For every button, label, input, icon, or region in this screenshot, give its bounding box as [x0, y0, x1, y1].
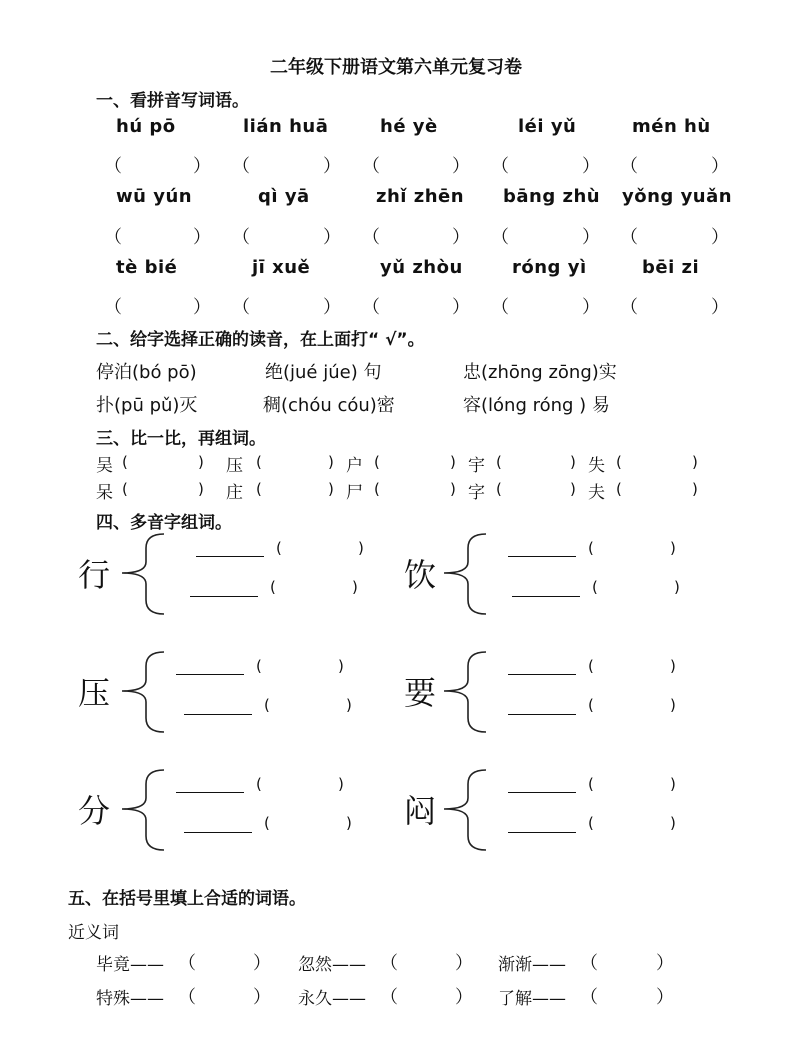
paren-open: ( — [588, 539, 594, 557]
paren-open: （ — [232, 227, 250, 248]
reading-item: 稠(chóu cóu)密 — [263, 395, 395, 416]
paren-close: ) — [670, 814, 676, 832]
paren-close: ） — [323, 156, 341, 177]
polyphone-char: 分 — [78, 792, 111, 830]
paren-open: （ — [362, 297, 380, 318]
paren-open: （ — [104, 156, 122, 177]
compare-char: 吴 — [96, 456, 113, 476]
paren-open: （ — [491, 227, 509, 248]
paren-open: （ — [178, 987, 196, 1008]
paren-open: ( — [592, 578, 598, 596]
answer-line — [508, 792, 576, 793]
paren-open: （ — [580, 987, 598, 1008]
paren-close: ) — [346, 696, 352, 714]
paren-open: （ — [178, 953, 196, 974]
paren-close: ） — [582, 227, 600, 248]
paren-open: （ — [380, 953, 398, 974]
paren-close: ） — [193, 227, 211, 248]
paren-open: ( — [256, 775, 262, 793]
synonym-item: 毕竟—— — [96, 955, 164, 975]
paren-close: ） — [455, 987, 473, 1008]
paren-close: ) — [670, 775, 676, 793]
paren-open: ( — [496, 453, 502, 471]
synonym-item: 渐渐—— — [498, 955, 566, 975]
paren-close: ) — [338, 657, 344, 675]
paren-open: ( — [588, 814, 594, 832]
paren-open: （ — [362, 156, 380, 177]
compare-char: 字 — [468, 483, 485, 503]
paren-open: （ — [232, 156, 250, 177]
paren-open: （ — [104, 297, 122, 318]
paren-open: ( — [588, 696, 594, 714]
polyphone-char: 要 — [404, 674, 437, 712]
paren-open: （ — [491, 297, 509, 318]
paren-close: ) — [328, 480, 334, 498]
paren-close: ） — [582, 156, 600, 177]
paren-close: ) — [198, 453, 204, 471]
pinyin-2-4: bāng zhù — [503, 186, 601, 207]
paren-open: （ — [380, 987, 398, 1008]
brace-icon — [440, 532, 488, 616]
answer-line — [184, 832, 252, 833]
pinyin-3-5: bēi zi — [642, 257, 700, 278]
compare-char: 呆 — [96, 483, 113, 503]
pinyin-3-1: tè bié — [116, 257, 178, 278]
brace-icon — [118, 650, 166, 734]
section1-heading: 一、看拼音写词语。 — [96, 91, 249, 111]
paren-close: ) — [670, 539, 676, 557]
compare-char: 失 — [588, 456, 605, 476]
section5-heading: 五、在括号里填上合适的词语。 — [68, 889, 306, 909]
compare-char: 户 — [346, 456, 363, 476]
paren-open: （ — [580, 953, 598, 974]
pinyin-1-2: lián huā — [243, 116, 329, 137]
brace-icon — [118, 768, 166, 852]
paren-close: ） — [711, 156, 729, 177]
pinyin-1-1: hú pō — [116, 116, 176, 137]
pinyin-2-2: qì yā — [258, 186, 310, 207]
paren-close: ） — [656, 953, 674, 974]
paren-close: ） — [711, 227, 729, 248]
paren-open: （ — [362, 227, 380, 248]
answer-line — [184, 714, 252, 715]
reading-item: 绝(jué júe) 句 — [265, 362, 382, 383]
section4-heading: 四、多音字组词。 — [96, 513, 232, 533]
pinyin-1-5: mén hù — [632, 116, 711, 137]
compare-char: 夫 — [588, 483, 605, 503]
answer-line — [512, 596, 580, 597]
paren-close: ） — [253, 987, 271, 1008]
paren-close: ) — [692, 453, 698, 471]
answer-line — [176, 674, 244, 675]
compare-char: 庄 — [226, 483, 243, 503]
paren-close: ） — [452, 156, 470, 177]
paren-close: ) — [358, 539, 364, 557]
paren-open: （ — [232, 297, 250, 318]
paren-close: ) — [570, 480, 576, 498]
paren-close: ） — [582, 297, 600, 318]
compare-char: 宇 — [468, 456, 485, 476]
pinyin-3-3: yǔ zhòu — [380, 257, 463, 278]
paren-open: （ — [620, 156, 638, 177]
paren-close: ) — [570, 453, 576, 471]
polyphone-char: 饮 — [404, 556, 437, 594]
page-title: 二年级下册语文第六单元复习卷 — [270, 57, 522, 78]
paren-open: ( — [616, 480, 622, 498]
paren-close: ） — [193, 156, 211, 177]
paren-open: ( — [256, 657, 262, 675]
compare-char: 压 — [226, 456, 243, 476]
paren-close: ） — [656, 987, 674, 1008]
pinyin-2-1: wū yún — [116, 186, 193, 207]
paren-close: ） — [455, 953, 473, 974]
paren-close: ） — [193, 297, 211, 318]
pinyin-3-2: jī xuě — [252, 257, 311, 278]
paren-close: ) — [670, 657, 676, 675]
paren-close: ) — [328, 453, 334, 471]
answer-line — [508, 832, 576, 833]
paren-close: ） — [452, 297, 470, 318]
paren-close: ） — [253, 953, 271, 974]
paren-open: （ — [620, 227, 638, 248]
answer-line — [176, 792, 244, 793]
paren-open: ( — [616, 453, 622, 471]
paren-open: ( — [276, 539, 282, 557]
paren-open: ( — [122, 480, 128, 498]
answer-line — [508, 556, 576, 557]
brace-icon — [118, 532, 166, 616]
paren-close: ) — [346, 814, 352, 832]
paren-open: ( — [588, 657, 594, 675]
section2-heading: 二、给字选择正确的读音，在上面打“ √”。 — [96, 330, 425, 350]
paren-close: ) — [450, 453, 456, 471]
synonym-item: 忽然—— — [298, 955, 366, 975]
paren-open: ( — [256, 453, 262, 471]
answer-line — [196, 556, 264, 557]
pinyin-3-4: róng yì — [512, 257, 587, 278]
paren-close: ） — [323, 297, 341, 318]
paren-open: ( — [270, 578, 276, 596]
paren-close: ) — [450, 480, 456, 498]
paren-open: （ — [620, 297, 638, 318]
paren-close: ） — [323, 227, 341, 248]
synonym-item: 永久—— — [298, 989, 366, 1009]
compare-char: 尸 — [346, 483, 363, 503]
paren-open: ( — [264, 696, 270, 714]
synonym-item: 特殊—— — [96, 989, 164, 1009]
brace-icon — [440, 768, 488, 852]
paren-open: ( — [374, 480, 380, 498]
paren-close: ) — [338, 775, 344, 793]
pinyin-1-4: léi yǔ — [518, 116, 577, 137]
answer-line — [508, 714, 576, 715]
paren-open: ( — [264, 814, 270, 832]
pinyin-2-3: zhǐ zhēn — [376, 186, 465, 207]
paren-open: ( — [256, 480, 262, 498]
paren-open: ( — [588, 775, 594, 793]
answer-line — [190, 596, 258, 597]
reading-item: 容(lóng róng ) 易 — [463, 395, 610, 416]
paren-close: ) — [670, 696, 676, 714]
reading-item: 停泊(bó pō) — [96, 362, 197, 383]
pinyin-2-5: yǒng yuǎn — [622, 186, 733, 207]
synonym-item: 了解—— — [498, 989, 566, 1009]
section3-heading: 三、比一比，再组词。 — [96, 429, 266, 449]
polyphone-char: 行 — [78, 556, 111, 594]
paren-open: （ — [491, 156, 509, 177]
paren-open: ( — [374, 453, 380, 471]
polyphone-char: 压 — [78, 674, 111, 712]
paren-close: ） — [452, 227, 470, 248]
brace-icon — [440, 650, 488, 734]
pinyin-1-3: hé yè — [380, 116, 438, 137]
paren-close: ) — [352, 578, 358, 596]
synonym-subheading: 近义词 — [68, 923, 119, 943]
paren-open: ( — [122, 453, 128, 471]
paren-close: ） — [711, 297, 729, 318]
reading-item: 扑(pū pǔ)灭 — [96, 395, 198, 416]
paren-close: ) — [198, 480, 204, 498]
polyphone-char: 闷 — [404, 792, 437, 830]
reading-item: 忠(zhōng zōng)实 — [463, 362, 617, 383]
paren-open: （ — [104, 227, 122, 248]
paren-close: ) — [674, 578, 680, 596]
paren-open: ( — [496, 480, 502, 498]
answer-line — [508, 674, 576, 675]
paren-close: ) — [692, 480, 698, 498]
